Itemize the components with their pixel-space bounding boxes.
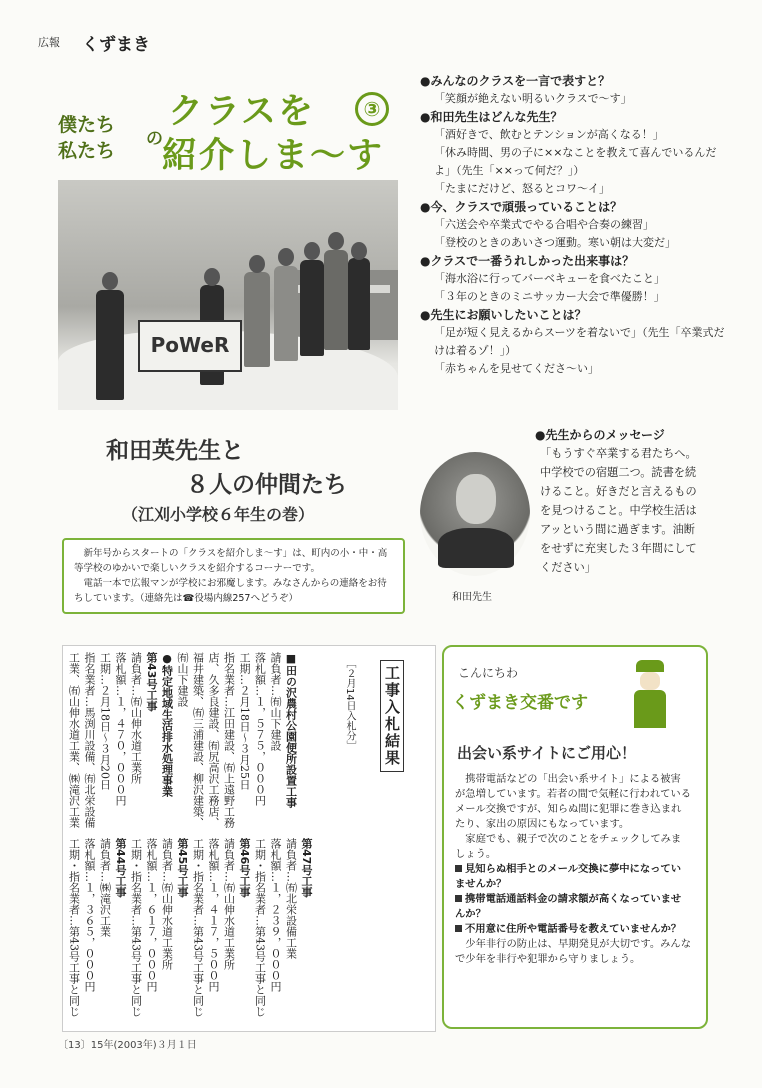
subtitle-line-2: 私たち — [58, 140, 116, 162]
police-headline: 出会い系サイトにご用心！ — [457, 744, 636, 762]
subtitle-line-1: 僕たち — [58, 114, 116, 136]
officer-hat — [636, 660, 664, 672]
qa-answer: 「たまにだけど、怒るとコワ～イ」 — [434, 182, 610, 195]
qa-item — [420, 72, 730, 108]
bid-entry-name: ●特定地域生活排水処理事業 — [160, 652, 174, 797]
student-head — [204, 268, 220, 286]
bid-entry-line: 落札額…１，５７５，０００円 — [253, 652, 267, 806]
brand-logo: くずまき — [82, 35, 150, 55]
police-check-item — [455, 892, 691, 922]
intro-text-1: 新年号からスタートの「クラスを紹介しま～す」は、町内の小・中・高等学校のゆかいで楽しいクラスを紹介するコーナーです。 — [74, 548, 388, 574]
portrait-caption: 和田先生 — [452, 592, 492, 603]
feature-title-line-1: クラスを — [168, 92, 315, 132]
police-officer-illustration — [630, 660, 670, 730]
subtitle-particle: の — [146, 129, 163, 149]
bid-entry-name: 第46号工事 — [238, 838, 251, 898]
bids-title: 工事入札結果 — [380, 660, 404, 772]
feature-subtitle — [58, 112, 115, 164]
qa-section — [420, 72, 730, 378]
student-head — [102, 272, 118, 290]
qa-answer: 「登校のときのあいさつ運動。寒い朝は大変だ」 — [434, 236, 676, 249]
check-text: 携帯電話通話料金の請求額が高くなっていませんか？ — [455, 893, 682, 920]
police-check-item — [455, 862, 691, 892]
student-figure — [348, 258, 370, 350]
intro-text-2: 電話一本で広報マンが学校にお邪魔します。みなさんからの連絡をお待ちしています。（連絡先は☎役場内線257へどうぞ） — [74, 578, 387, 604]
qa-answer: 「六送会や卒業式でやる合唱や合奏の練習」 — [434, 218, 654, 231]
bid-entry-line: 請負者…㈲山伸水道工業所 — [129, 652, 143, 784]
check-bullet-icon — [455, 895, 462, 902]
student-figure — [96, 290, 124, 400]
bid-entry-line: 指名業者…馬渕川設備、㈲北栄設備工業、㈲山伸水道工業、㈱滝沢工業 — [67, 652, 96, 828]
bid-entry-line: 工期・指名業者…第43号工事と同じ — [67, 838, 81, 1017]
bid-entry-line: 工期…２月18日～３月20日 — [98, 652, 112, 790]
police-paragraph: 少年非行の防止は、早期発見が大切です。みんなで少年を非行や犯罪から守りましょう。 — [455, 938, 692, 965]
student-head — [249, 255, 265, 273]
teacher-name-line: 和田英先生と — [106, 438, 244, 464]
bid-entry-line: 請負者…㈲山伸水道工業所 — [160, 838, 174, 970]
bid-entry-line: 指名業者…江田建設、㈲上遠野工務店、久多良建設、㈲尻高沢工務店、福井建築、㈲三浦建設、柳沢建築、㈲山下建設 — [176, 652, 236, 828]
bid-entry-line: 落札額…１，４７０，０００円 — [114, 652, 127, 806]
teacher-portrait — [420, 452, 530, 576]
bids-lower-block — [66, 838, 314, 1018]
page-footer: 〔13〕15年(2003年)３月１日 — [58, 1040, 197, 1051]
bid-entry-line: 落札額…１，２３９，０００円 — [269, 838, 282, 992]
student-head — [328, 232, 344, 250]
qa-answer: 「足が短く見えるからスーツを着ないで」（先生「卒業式だけは着るゾ！」） — [434, 326, 725, 357]
bid-entry-name: ■田の沢農村公園便所設置工事 — [284, 652, 298, 808]
student-figure — [244, 272, 270, 367]
portrait-face — [456, 474, 496, 524]
class-banner: PoWeR — [138, 320, 242, 372]
student-figure — [274, 266, 298, 361]
bid-entry-line: 落札額…１，６１７，０００円 — [145, 838, 158, 992]
check-bullet-icon — [455, 925, 462, 932]
student-figure — [300, 260, 324, 356]
qa-item — [420, 198, 730, 252]
student-head — [304, 242, 320, 260]
bid-entry-line: 請負者…㈲北栄設備工業 — [284, 838, 298, 959]
bid-entry-line: 落札額…１，３６５，０００円 — [83, 838, 96, 992]
bid-entry-line: 工期・指名業者…第43号工事と同じ — [191, 838, 205, 1017]
qa-item — [420, 252, 730, 306]
bid-entry-line: 落札額…１，４１７，５００円 — [207, 838, 220, 992]
officer-body — [634, 690, 666, 728]
qa-answer: 「３年のときのミニサッカー大会で準優勝！」 — [434, 290, 665, 303]
qa-item — [420, 306, 730, 378]
teacher-message-title: ●先生からのメッセージ — [535, 428, 665, 442]
teacher-message-body: 「もうすぐ卒業する君たちへ。中学校での宿題二つ。読書を続けること。好きだと言えるものを見つけること。中学校生活はアッという間に過ぎます。油断をせずに充実した３年間にしてください」 — [540, 447, 697, 574]
members-line: ８人の仲間たち — [186, 472, 347, 498]
bid-entry-line: 請負者…㈱滝沢工業 — [98, 838, 112, 937]
police-paragraph: 携帯電話などの「出会い系サイト」による被害が急増しています。若者の間で気軽に行われているメール交換ですが、知らぬ間に犯罪に巻き込まれたり、家出の原因にもなっています。 — [455, 773, 692, 830]
police-greeting: こんにちわ — [458, 666, 519, 680]
bid-entry-line: 工期…２月18日～３月25日 — [238, 652, 251, 790]
student-head — [351, 242, 367, 260]
bid-entry-name: 第43号工事 — [145, 652, 158, 712]
police-check-item — [455, 922, 691, 937]
bid-entry-line: 請負者…㈲山伸水道工業所 — [222, 838, 236, 970]
qa-answer: 「酒好きで、飲むとテンションが高くなる！」 — [434, 128, 664, 141]
intro-box — [62, 538, 405, 614]
qa-question: ● 今、クラスで頑張っていることは？ — [420, 198, 730, 216]
officer-face — [640, 672, 660, 690]
header-section-label: 広報 — [38, 36, 60, 49]
student-head — [278, 248, 294, 266]
qa-question: ● みんなのクラスを一言で表すと？ — [420, 72, 730, 90]
school-line: （江刈小学校６年生の巻） — [122, 505, 315, 524]
police-title: くずまき交番です — [452, 693, 588, 713]
bid-entry-line: 工期・指名業者…第43号工事と同じ — [129, 838, 143, 1017]
bid-entry-name: 第44号工事 — [114, 838, 127, 898]
qa-question: ● 先生にお願いしたいことは？ — [420, 306, 730, 324]
qa-question: ● クラスで一番うれしかった出来事は？ — [420, 252, 730, 270]
bid-entry-line: 工期・指名業者…第43号工事と同じ — [253, 838, 267, 1017]
check-text: 見知らぬ相手とのメール交換に夢中になっていませんか？ — [455, 863, 682, 890]
bid-entry-name: 第47号工事 — [300, 838, 313, 898]
qa-item — [420, 108, 730, 198]
police-paragraph: 家庭でも、親子で次のことをチェックしてみましょう。 — [455, 833, 682, 860]
check-text: 不用意に住所や電話番号を教えていませんか？ — [465, 923, 682, 935]
feature-title-line-2: 紹介しま～す — [162, 136, 385, 176]
portrait-body — [438, 528, 514, 568]
class-photo — [58, 180, 398, 410]
series-number: ③ — [355, 92, 389, 126]
check-bullet-icon — [455, 865, 462, 872]
qa-question: ● 和田先生はどんな先生？ — [420, 108, 730, 126]
bids-date: ［２月14日入札分］ — [344, 658, 355, 751]
qa-answer: 「休み時間、男の子に××なことを教えて喜んでいるんだよ」（先生「××って何だ？」） — [434, 146, 717, 177]
qa-answer: 「海水浴に行ってバーベキューを食べたこと」 — [434, 272, 665, 285]
police-body — [455, 772, 691, 967]
qa-answer: 「笑顔が絶えない明るいクラスで～す」 — [434, 92, 632, 105]
qa-answer: 「赤ちゃんを見せてくださ～い」 — [434, 362, 599, 375]
bid-entry-name: 第45号工事 — [176, 838, 189, 898]
teacher-message-title-text: 先生からのメッセージ — [545, 428, 665, 442]
bids-upper-block — [66, 652, 299, 830]
bid-entry-line: 請負者…㈲山下建設 — [269, 652, 282, 751]
student-figure — [324, 250, 348, 350]
